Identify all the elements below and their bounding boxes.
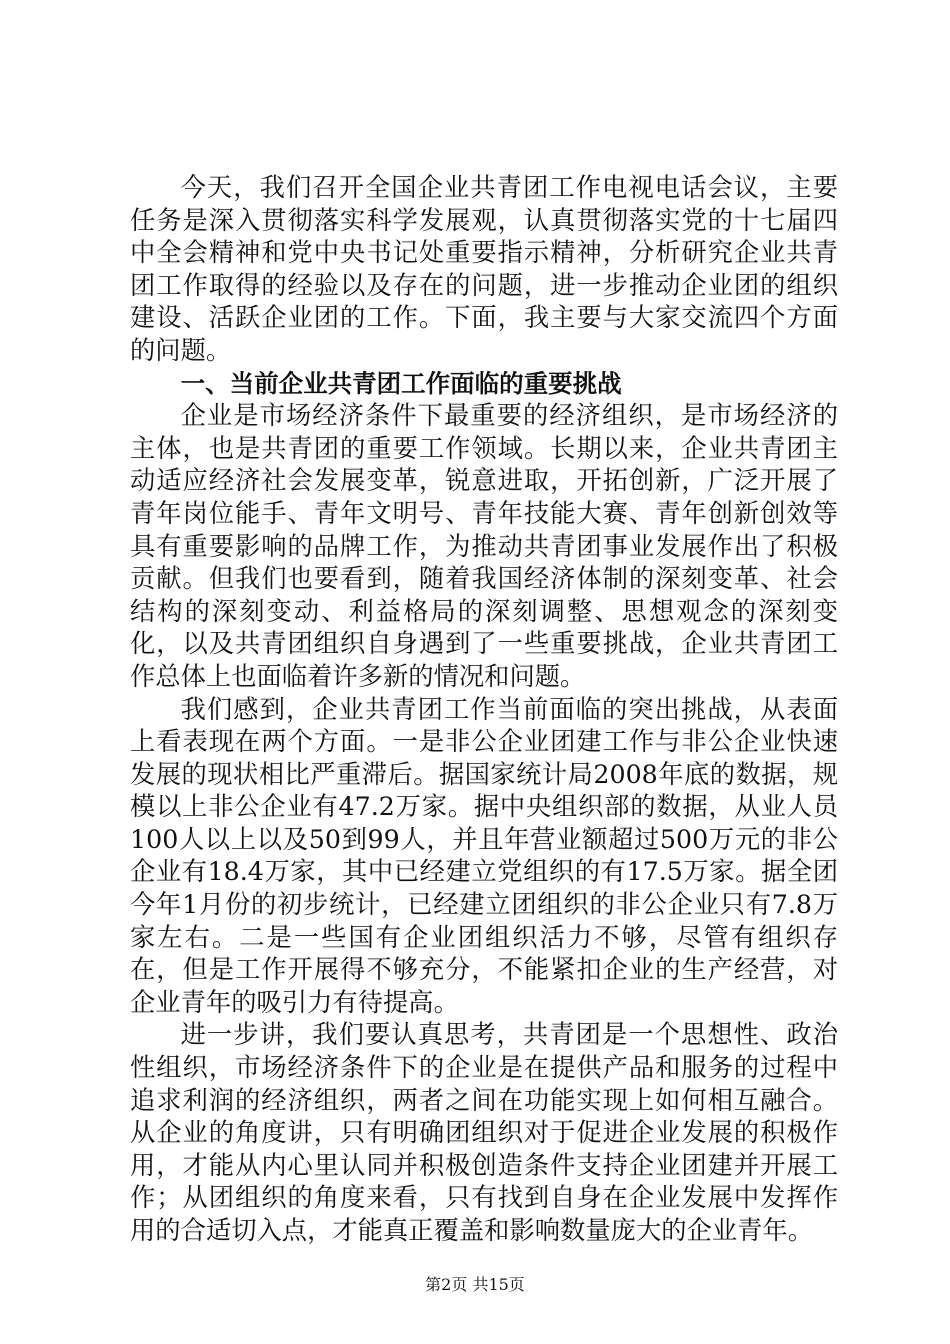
intro-paragraph: 今天，我们召开全国企业共青团工作电视电话会议，主要任务是深入贯彻落实科学发展观，认真贯彻落实党的十七届四中全会精神和党中央书记处重要指示精神，分析研究企业共青团工作取得的经验以及存在的问题，进一步推动企业团的组织建设、活跃企业团的工作。下面，我主要与大家交流四个方面的问题。 (130, 173, 838, 365)
page-number-footer: 第2页 共15页 (425, 1275, 525, 1294)
section-paragraph-2: 我们感到，企业共青团工作当前面临的突出挑战，从表面上看表现在两个方面。一是非公企业团建工作与非公企业快速发展的现状相比严重滞后。据国家统计局2008年底的数据，规模以上非公企业有47.2万家。据中央组织部的数据，从业人员100人以上以及50到99人，并且年营业额超过500万元的非公企业有18.4万家，其中已经建立党组织的有17.5万家。据全团今年1月份的初步统计，已经建立团组织的非公企业只有7.8万家左右。二是一些国有企业团组织活力不够，尽管有组织存在，但是工作开展得不够充分，不能紧扣企业的生产经营，对企业青年的吸引力有待提高。 (130, 694, 838, 1017)
section-paragraph-3: 进一步讲，我们要认真思考，共青团是一个思想性、政治性组织，市场经济条件下的企业是在提供产品和服务的过程中追求利润的经济组织，两者之间在功能实现上如何相互融合。从企业的角度讲，只有明确团组织对于促进企业发展的积极作用，才能从内心里认同并积极创造条件支持企业团建并开展工作；从团组织的角度来看，只有找到自身在企业发展中发挥作用的合适切入点，才能真正覆盖和影响数量庞大的企业青年。 (130, 1020, 838, 1245)
document-body (130, 172, 838, 1248)
section-heading: 一、当前企业共青团工作面临的重要挑战 (180, 368, 622, 398)
section-paragraph-1: 企业是市场经济条件下最重要的经济组织，是市场经济的主体，也是共青团的重要工作领域。长期以来，企业共青团主动适应经济社会发展变革，锐意进取，开拓创新，广泛开展了青年岗位能手、青年文明号、青年技能大赛、青年创新创效等具有重要影响的品牌工作，为推动共青团事业发展作出了积极贡献。但我们也要看到，随着我国经济体制的深刻变革、社会结构的深刻变动、利益格局的深刻调整、思想观念的深刻变化，以及共青团组织自身遇到了一些重要挑战，企业共青团工作总体上也面临着许多新的情况和问题。 (130, 401, 838, 691)
